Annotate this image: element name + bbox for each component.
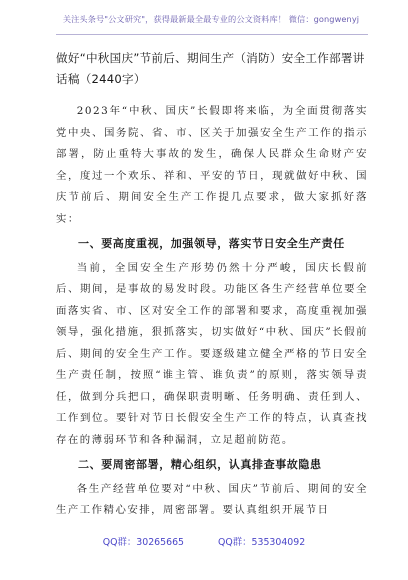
header-divider (56, 34, 368, 35)
intro-paragraph: 2023年“中秋、国庆”长假即将来临，为全面贯彻落实党中央、国务院、省、市、区关于加强安全生产工作的指示部署，防止重特大事故的发生，确保人民群众生命财产安全，度过一个欢乐、祥和、平安的节日，现就做好中秋、国庆节前后、期间安全生产工作提几点要求，做大家抓好落实： (56, 105, 368, 225)
section-heading-1: 一、要高度重视，加强领导，落实节日安全生产责任 (78, 237, 345, 250)
section-heading-2: 二、要周密部署，精心组织，认真排查事故隐患 (78, 458, 322, 471)
header-banner: 关注头条号"公文研究"，获得最新最全最专业的公文资料库！ 微信：gongwenyj (62, 14, 360, 24)
document-title: 做好“中秋国庆”节前后、期间生产（消防）安全工作部署讲话稿（2440字） (56, 51, 365, 86)
qq-group-2: QQ群：535304092 (218, 537, 306, 548)
document-body (56, 101, 368, 522)
section-1-paragraph: 当前，全国安全生产形势仍然十分严峻，国庆长假前后、期间，是事故的易发时段。功能区各生产经营单位要全面落实省、市、区对安全工作的部署和要求，高度重视加强领导，强化措施，狠抓落实，切实做好“中秋、国庆”长假前后、期间的安全生产工作。要逐级建立健全严格的节日安全生产责任制，按照“谁主管、谁负责”的原则，落实领导责任，做到分兵把口，确保职责明晰、任务明确、责任到人、工作到位。要针对节日长假安全生产工作的特点，认真查找存在的薄弱环节和各种漏洞，立足超前防范。 (56, 261, 368, 446)
section-2-paragraph: 各生产经营单位要对“中秋、国庆”节前后、期间的安全生产工作精心安排，周密部署。要认真组织开展节日 (56, 482, 368, 516)
qq-group-1: QQ群：30265665 (102, 537, 185, 548)
footer-contact (0, 534, 408, 548)
